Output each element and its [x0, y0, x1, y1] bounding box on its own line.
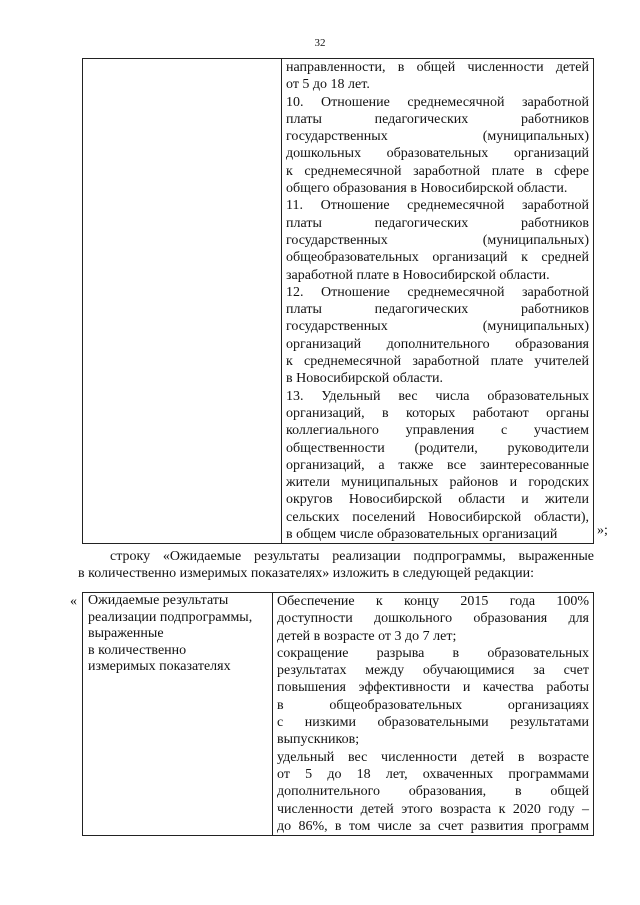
expected-results-table [82, 592, 594, 836]
text-line: организаций дополнительного образования [286, 336, 589, 352]
text-line: Обеспечение к концу 2015 года 100% [277, 594, 589, 609]
text-line: численности детей этого возраста к 2020 году – [277, 801, 589, 817]
label-line: в количественно [88, 642, 187, 658]
text-line: 13. Удельный вес числа образовательных [286, 388, 589, 404]
text-line: от 5 до 18 лет, охваченных программами [277, 766, 589, 782]
text-line: 10. Отношение среднемесячной заработной [286, 94, 589, 110]
expected-results-content-cell [273, 593, 594, 836]
text-line: государственных (муниципальных) [286, 129, 589, 145]
table-cell-left-empty [83, 59, 282, 544]
text-line: сельских поселений Новосибирской области), [286, 509, 589, 525]
label-line: Ожидаемые результаты [88, 593, 229, 608]
text-line: повышения эффективности и качества работы [277, 680, 589, 696]
text-line: общеобразовательных организаций к средней [286, 250, 589, 266]
amendment-paragraph [78, 548, 594, 582]
text-line: организаций, в которых работают органы [286, 405, 589, 421]
text-line: государственных (муниципальных) [286, 319, 589, 335]
text-line: доступности дошкольного образования для [277, 611, 589, 627]
paragraph-line: строку «Ожидаемые результаты реализации подпрограммы, выраженные [110, 549, 594, 564]
closing-quote-mark: »; [597, 523, 608, 538]
text-line: выпускников; [277, 732, 360, 748]
text-line: дополнительного образования, в общей [277, 784, 589, 800]
expected-results-label-cell [83, 593, 273, 836]
text-line: общественности (родители, руководители [286, 440, 589, 456]
text-line: 12. Отношение среднемесячной заработной [286, 284, 589, 300]
text-line: удельный вес численности детей в возрасте [277, 749, 589, 765]
text-line: в общеобразовательных организациях [277, 697, 589, 713]
label-line: реализации подпрограммы, [88, 609, 253, 625]
text-line: дошкольных образовательных организаций [286, 146, 589, 162]
paragraph-line: в количественно измеримых показателях» изложить в следующей редакции: [78, 566, 535, 581]
text-line: до 86%, в том числе за счет развития программ [277, 818, 589, 834]
text-line: от 5 до 18 лет. [286, 77, 370, 93]
text-line: платы педагогических работников [286, 215, 589, 231]
opening-quote-mark: « [70, 594, 77, 609]
text-line: государственных (муниципальных) [286, 232, 589, 248]
text-line: округов Новосибирской области и жители [286, 492, 589, 508]
text-line: жители муниципальных районов и городских [286, 475, 589, 491]
text-line: 11. Отношение среднемесячной заработной [286, 198, 589, 214]
text-line: детей в возрасте от 3 до 7 лет; [277, 628, 457, 644]
text-line: к среднемесячной заработной плате в сфере [286, 163, 589, 179]
indicators-table-continued [82, 58, 594, 544]
text-line: платы педагогических работников [286, 302, 589, 318]
text-line: направленности, в общей численности детей [286, 60, 589, 75]
text-line: к среднемесячной заработной плате учителей [286, 354, 589, 370]
text-line: в общем числе образовательных организаций [286, 527, 558, 543]
label-line: выраженные [88, 626, 164, 641]
text-line: заработной плате в Новосибирской области. [286, 267, 550, 283]
text-line: организаций, а также все заинтересованные [286, 457, 589, 473]
label-line: измеримых показателях [88, 659, 231, 674]
indicators-list-cell [282, 59, 594, 544]
text-line: сокращение разрыва в образовательных [277, 645, 589, 661]
page-number: 32 [314, 37, 326, 49]
text-line: общего образования в Новосибирской области. [286, 181, 568, 197]
text-line: с низкими образовательными результатами [277, 715, 589, 731]
text-line: коллегиального управления с участием [286, 423, 589, 439]
text-line: в Новосибирской области. [286, 371, 444, 387]
text-line: результатах между обучающимися за счет [277, 663, 589, 679]
text-line: платы педагогических работников [286, 111, 589, 127]
